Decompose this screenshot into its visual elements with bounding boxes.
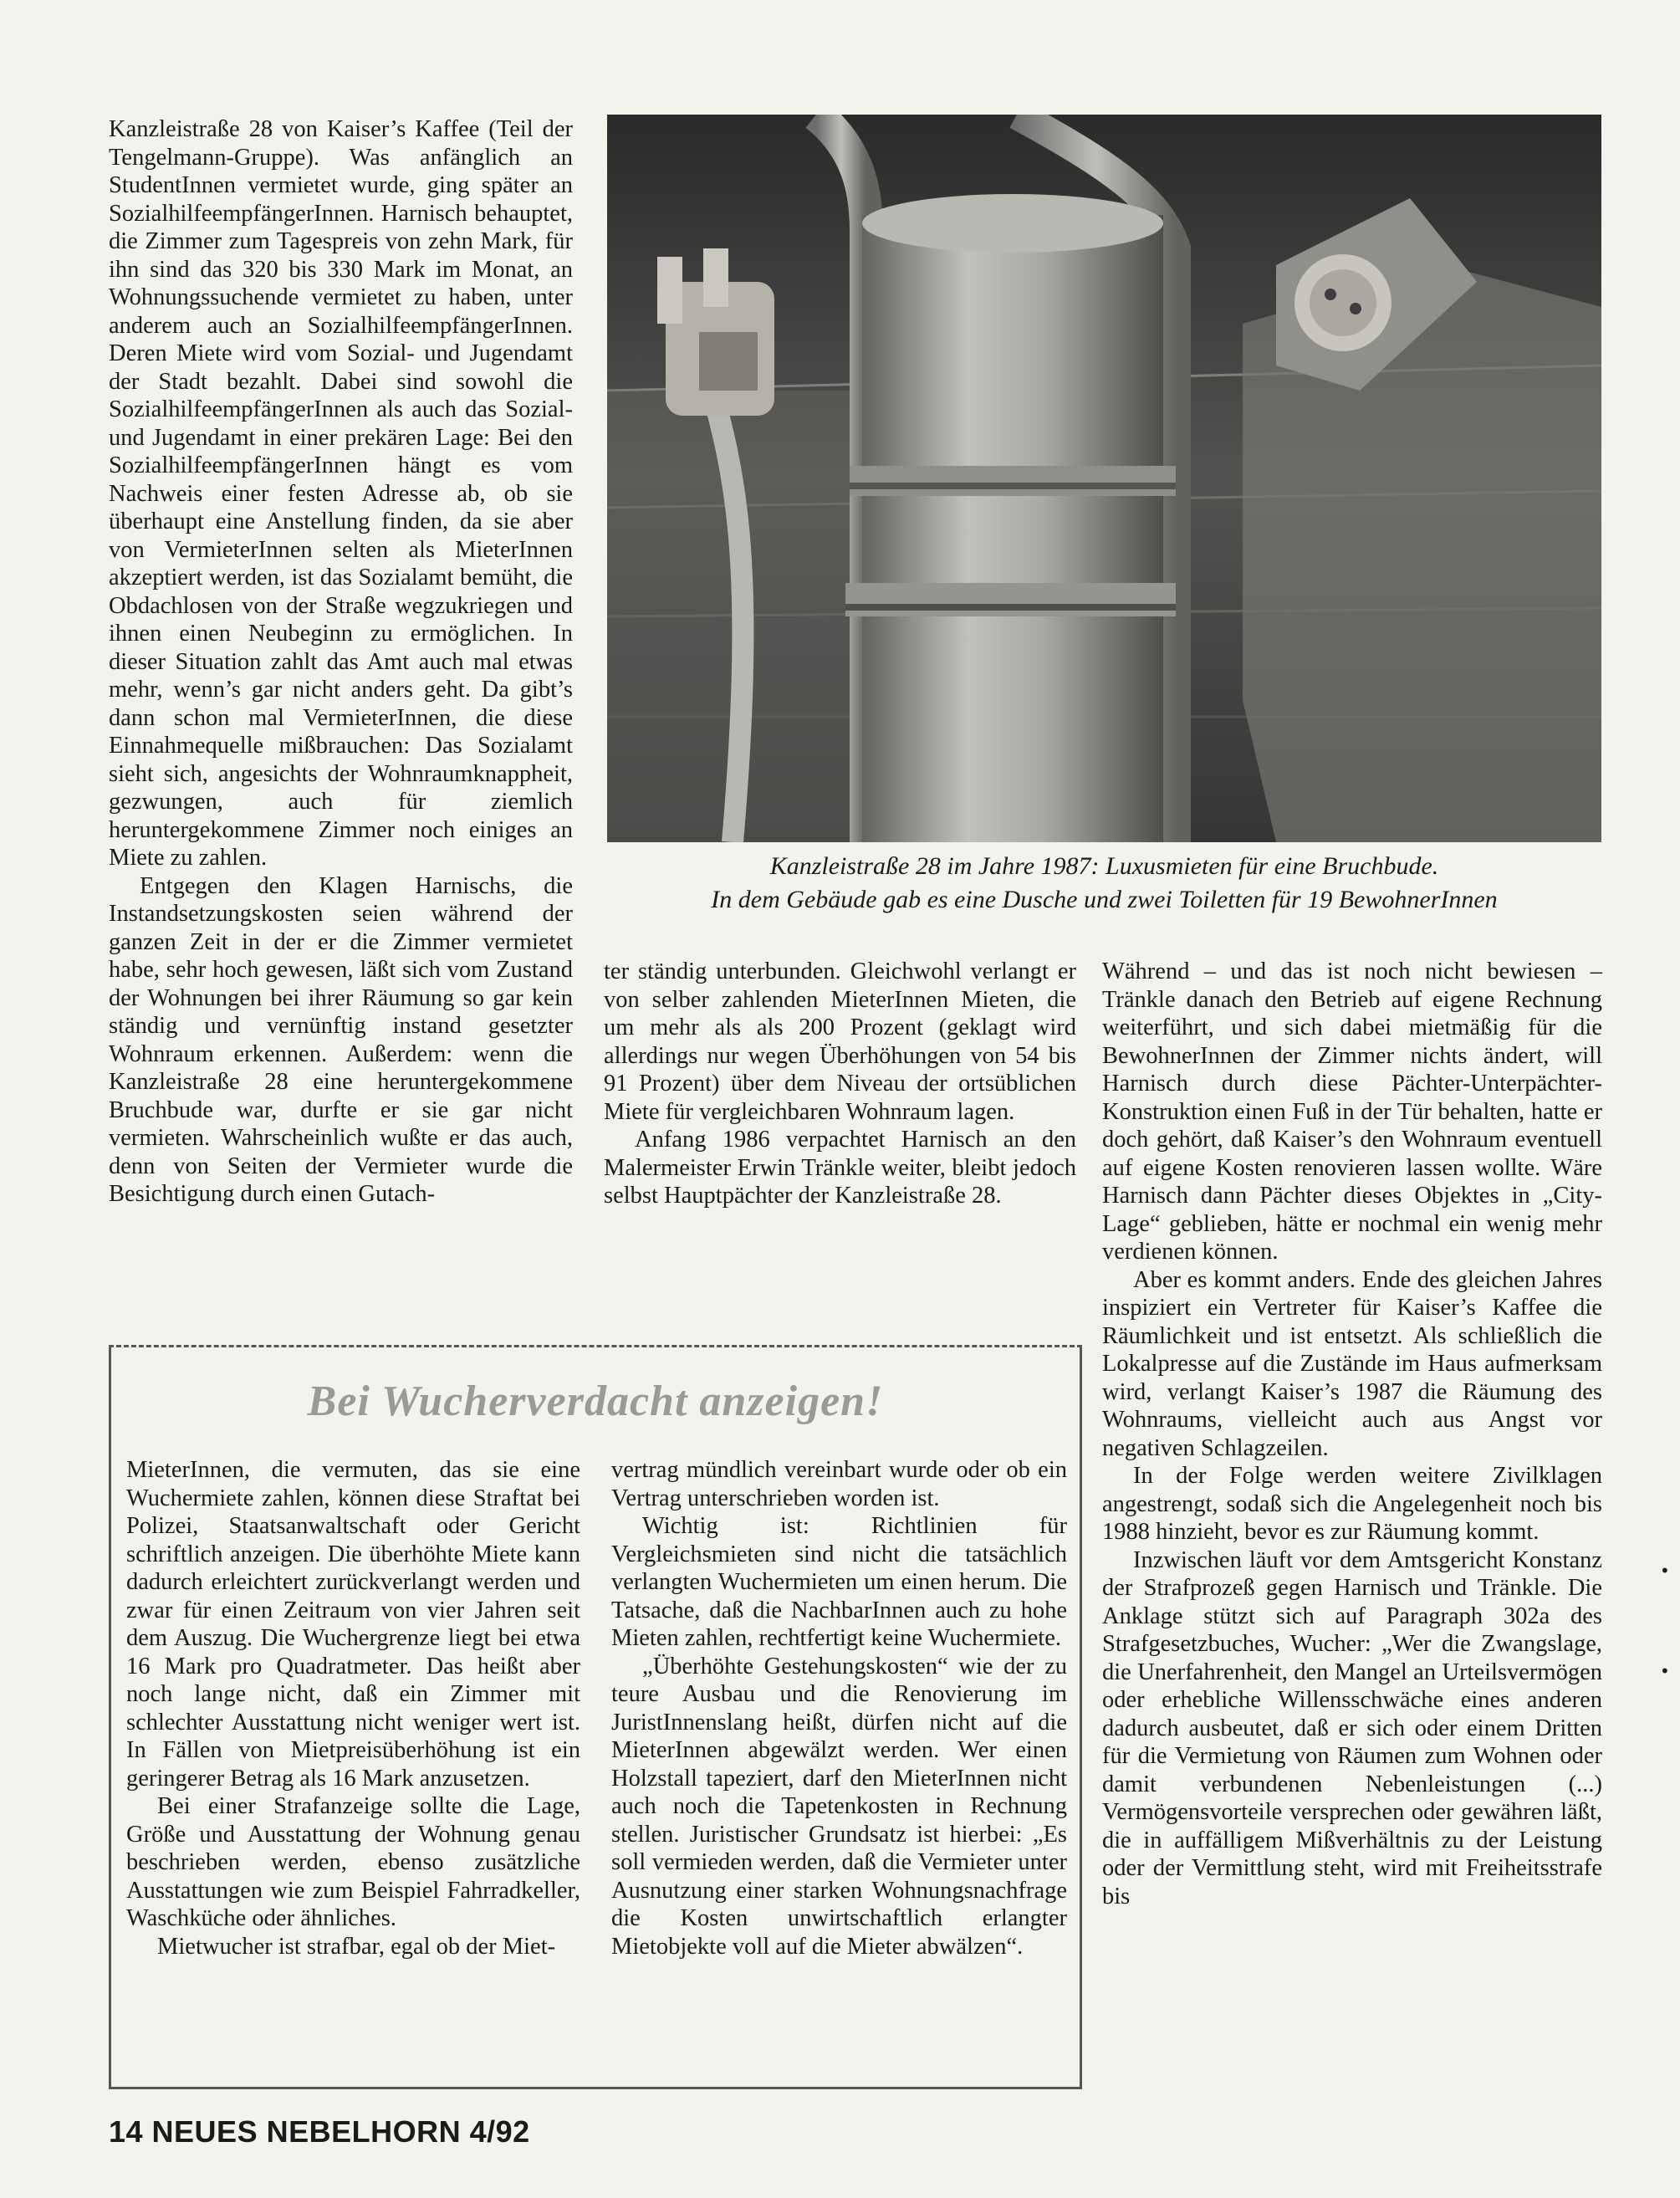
- info-box-title: Bei Wucherverdacht anzeigen!: [307, 1378, 884, 1425]
- info-box-column-left: [126, 1456, 580, 1960]
- article-column-left: [109, 115, 573, 1209]
- caption-line: Kanzleistraße 28 im Jahre 1987: Luxusmieten für eine Bruchbude.: [769, 852, 1439, 880]
- info-box-column-right: [611, 1456, 1067, 1960]
- paragraph: In der Folge werden weitere Zivilklagen angestrengt, sodaß sich die Angelegenheit noch bis 1988 hinzieht, bevor es zur Räumung kommt.: [1102, 1463, 1602, 1545]
- margin-dot: •: [1660, 1661, 1670, 1681]
- article-column-middle: [604, 958, 1076, 1210]
- paragraph: vertrag mündlich vereinbart wurde oder ob ein Vertrag unterschrieben worden ist.: [611, 1457, 1067, 1511]
- paragraph: Aber es kommt anders. Ende des gleichen Jahres inspiziert ein Vertreter für Kaiser’s Kaffee die Räumlichkeit und ist entsetzt. Als schließlich die Lokalpresse auf die Zustände im Haus aufmerksam wird, verlangt Kaiser’s 1987 die Räumung des Wohnraums, vielleicht auch aus Angst vor negativen Schlagzeilen.: [1102, 1266, 1602, 1461]
- paragraph: Kanzleistraße 28 von Kaiser’s Kaffee (Teil der Tengelmann-Gruppe). Was anfänglich an StudentInnen vermietet wurde, ging später an SozialhilfeempfängerInnen. Harnisch behauptet, die Zimmer zum Tagespreis von zehn Mark, für ihn sind das 320 bis 330 Mark im Monat, an Wohnungssuchende vermietet zu haben, unter anderem auch an SozialhilfeempfängerInnen. Deren Miete wird vom Sozial- und Jugendamt der Stadt bezahlt. Dabei sind sowohl die SozialhilfeempfängerInnen als auch das Sozial- und Jugendamt in einer prekären Lage: Bei den SozialhilfeempfängerInnen hängt es vom Nachweis einer festen Adresse ab, ob sie überhaupt eine Anstellung finden, da sie aber von VermieterInnen selten als MieterInnen akzeptiert werden, ist das Sozialamt bemüht, die Obdachlosen von der Straße wegzukriegen und ihnen einen Neubeginn zu ermöglichen. In dieser Situation zahlt das Amt auch mal etwas mehr, wenn’s gar nicht anders geht. Da gibt’s dann schon mal VermieterInnen, die diese Einnahmequelle mißbrauchen: Das Sozialamt sieht sich, angesichts der Wohnraumknappheit, gezwungen, auch für ziemlich heruntergekommene Zimmer noch einiges an Miete zu zahlen.: [109, 116, 573, 871]
- paragraph: Inzwischen läuft vor dem Amtsgericht Konstanz der Strafprozeß gegen Harnisch und Tränkle. Die Anklage stützt sich auf Paragraph 302a des Strafgesetzbuches, Wucher: „Wer die Zwangslage, die Unerfahrenheit, den Mangel an Urteilsvermögen oder erhebliche Willensschwäche eines anderen dadurch ausbeutet, daß er sich oder einem Dritten für die Vermietung von Räumen zum Wohnen oder damit verbundenen Nebenleistungen (...) Vermögensvorteile versprechen oder gewähren läßt, die in auffälligem Mißverhältnis zu der Leistung oder der Vermittlung steht, wird mit Freiheitsstrafe bis: [1102, 1546, 1602, 1909]
- margin-dot: •: [1660, 1561, 1670, 1581]
- photo-caption: [607, 850, 1601, 917]
- page-footer: 14 NEUES NEBELHORN 4/92: [109, 2114, 530, 2149]
- paragraph: Bei einer Strafanzeige sollte die Lage, Größe und Ausstattung der Wohnung genau beschrieben werden, ebenso zusätzliche Ausstattungen wie zum Beispiel Fahrradkeller, Waschküche oder ähnliches.: [126, 1793, 580, 1931]
- article-column-right: [1102, 958, 1602, 1910]
- paragraph: ter ständig unterbunden. Gleichwohl verlangt er von selber zahlenden MieterInnen Mieten, die um mehr als als 200 Prozent (geklagt wird allerdings nur wegen Überhöhungen von 54 bis 91 Prozent) über dem Niveau der ortsüblichen Miete für vergleichbaren Wohnraum lagen.: [604, 958, 1076, 1125]
- paragraph: Während – und das ist noch nicht bewiesen – Tränkle danach den Betrieb auf eigene Rechnung weiterführt, und sich dabei mietmäßig für die BewohnerInnen der Zimmer nichts ändert, will Harnisch durch diese Pächter-Unterpächter-Konstruktion einen Fuß in der Tür behalten, hatte er doch gehört, daß Kaiser’s den Wohnraum eventuell auf eigene Kosten renovieren lassen wollte. Wäre Harnisch dann Pächter dieses Objektes in „City-Lage“ geblieben, hätte er nochmal ein wenig mehr verdienen können.: [1102, 958, 1602, 1265]
- paragraph: Wichtig ist: Richtlinien für Vergleichsmieten sind nicht die tatsächlich verlangten Wuchermieten um einen herum. Die Tatsache, daß die NachbarInnen auch zu hohe Mieten zahlen, rechtfertigt keine Wuchermiete.: [611, 1513, 1067, 1651]
- paragraph: Anfang 1986 verpachtet Harnisch an den Malermeister Erwin Tränkle weiter, bleibt jedoch selbst Hauptpächter der Kanzleistraße 28.: [604, 1127, 1076, 1209]
- paragraph: Entgegen den Klagen Harnischs, die Instandsetzungskosten seien während der ganzen Zeit in der er die Zimmer vermietet habe, sehr hoch gewesen, läßt sich vom Zustand der Wohnungen bei ihrer Räumung so gar kein ständig und vernünftig instand gesetzter Wohnraum erkennen. Außerdem: wenn die Kanzleistraße 28 eine heruntergekommene Bruchbude war, durfte er sie gar nicht vermieten. Wahrscheinlich wußte er das auch, denn von Seiten der Vermieter wurde die Besichtigung durch einen Gutach-: [109, 872, 573, 1207]
- caption-line: In dem Gebäude gab es eine Dusche und zwei Toiletten für 19 BewohnerInnen: [711, 886, 1498, 913]
- paragraph: Mietwucher ist strafbar, egal ob der Miet-: [157, 1933, 556, 1960]
- paragraph: „Überhöhte Gestehungskosten“ wie der zu teure Ausbau und die Renovierung im JuristInnenslang heißt, dürfen nicht auf die MieterInnen abgewälzt werden. Wer einen Holzstall tapeziert, darf den MieterInnen nicht auch noch die Tapetenkosten in Rechnung stellen. Juristischer Grundsatz ist hierbei: „Es soll vermieden werden, daß die Vermieter unter Ausnutzung einer starken Wohnungsnachfrage die Kosten unwirtschaftlich erlangter Mietobjekte voll auf die Mieter abwälzen“.: [611, 1653, 1067, 1960]
- paragraph: MieterInnen, die vermuten, das sie eine Wuchermiete zahlen, können diese Straftat bei Polizei, Staatsanwaltschaft oder Gericht schriftlich anzeigen. Die überhöhte Miete kann dadurch erleichtert zurückverlangt werden und zwar für einen Zeitraum von vier Jahren seit dem Auszug. Die Wuchergrenze liegt bei etwa 16 Mark pro Quadratmeter. Das heißt aber noch lange nicht, daß ein Zimmer mit schlechter Ausstattung nicht weniger wert ist. In Fällen von Mietpreisüberhöhung ist ein geringerer Betrag als 16 Mark anzusetzen.: [126, 1457, 580, 1792]
- photo-illustration: [607, 115, 1601, 842]
- info-box: [109, 1345, 1082, 2089]
- photo-pipe-and-socket: [607, 115, 1601, 842]
